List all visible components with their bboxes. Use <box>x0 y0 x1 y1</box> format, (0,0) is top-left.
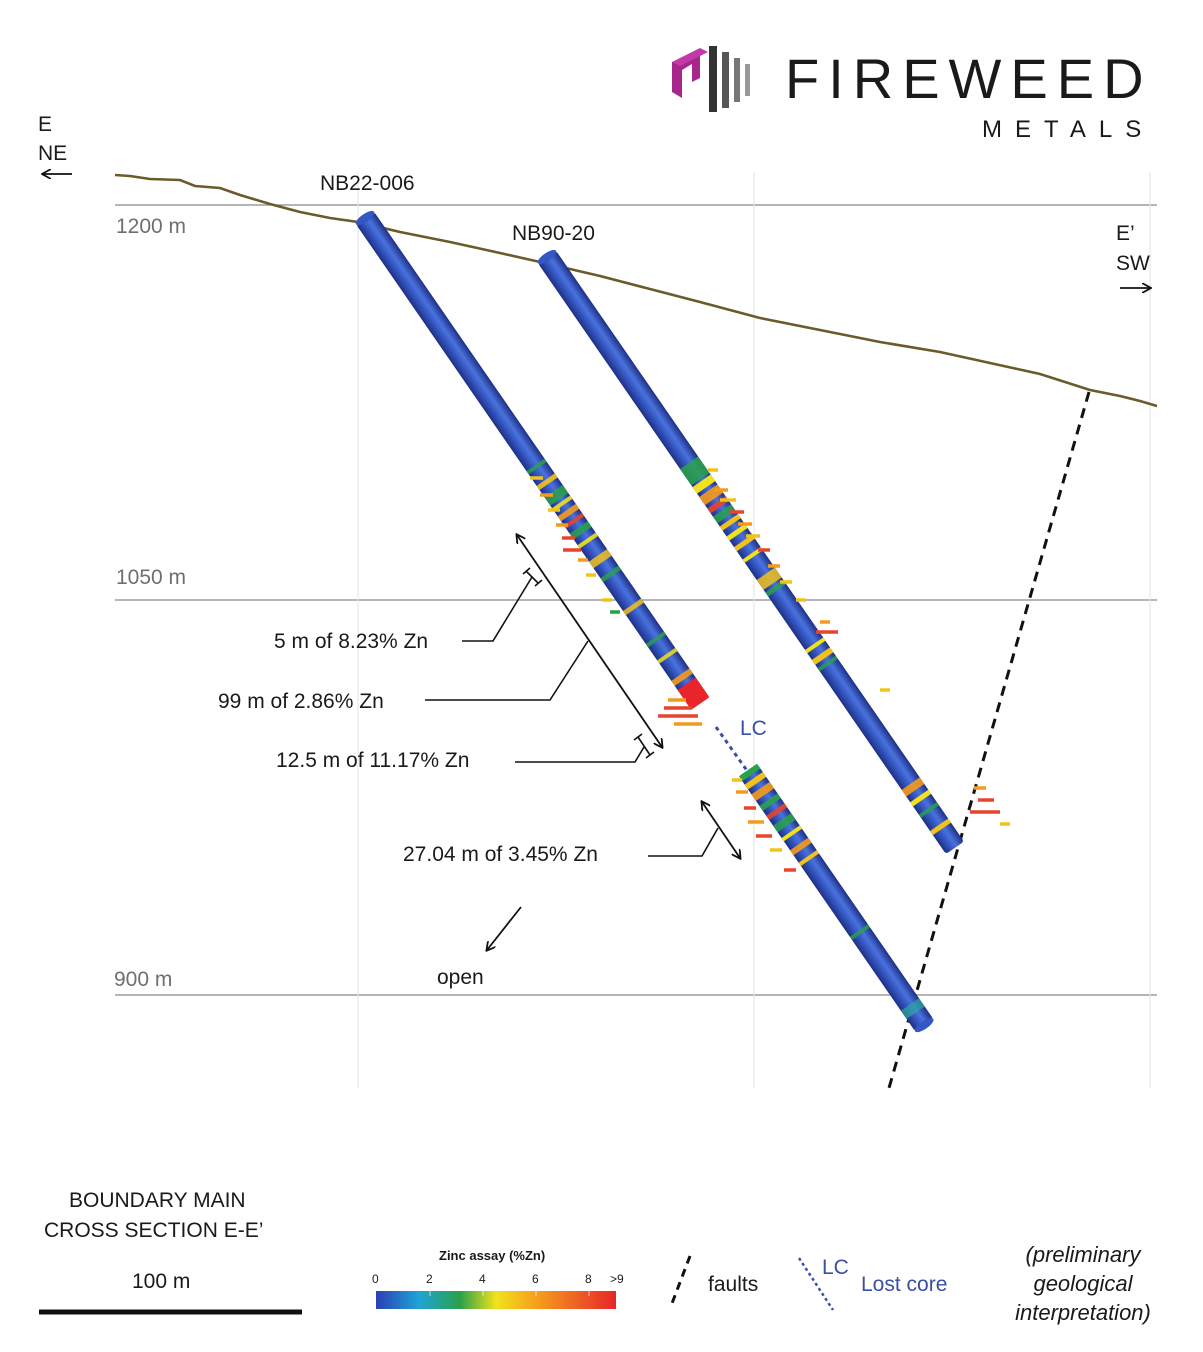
elevation-label-1200: 1200 m <box>116 215 187 238</box>
leader-12-5m <box>515 747 644 762</box>
intercept-label-99m: 99 m of 2.86% Zn <box>218 690 384 713</box>
intercept-label-27m: 27.04 m of 3.45% Zn <box>403 843 598 866</box>
scale-bar-label: 100 m <box>132 1270 191 1293</box>
zinc-tick-6: 6 <box>532 1272 539 1286</box>
leader-99m <box>425 641 588 700</box>
preliminary-note-line3: interpretation) <box>1015 1300 1151 1325</box>
drillhole-label-nb90-20: NB90-20 <box>512 222 595 245</box>
direction-ne-label: NE <box>38 142 68 165</box>
interval-arrow-27m <box>702 802 740 858</box>
intercept-label-5m: 5 m of 8.23% Zn <box>274 630 429 653</box>
direction-sw-label: SW <box>1116 252 1150 275</box>
interval-arrow-99m <box>517 535 662 747</box>
interval-bracket-5m <box>523 568 542 586</box>
preliminary-note-line1: (preliminary <box>1025 1242 1141 1267</box>
brand-sub: METALS <box>982 116 1155 143</box>
drillhole-nb22-006-lower <box>739 764 936 1035</box>
drillhole-label-nb22-006: NB22-006 <box>320 172 415 195</box>
zinc-color-bar <box>376 1291 616 1309</box>
faults-legend-label: faults <box>708 1273 759 1296</box>
preliminary-note-line2: geological <box>1033 1271 1133 1296</box>
zinc-tick-9: >9 <box>610 1272 624 1286</box>
direction-e-prime-label: E’ <box>1116 222 1135 245</box>
lost-core-legend-label: Lost core <box>861 1273 948 1296</box>
fault-line <box>889 392 1089 1088</box>
elevation-label-1050: 1050 m <box>116 566 187 589</box>
zinc-tick-2: 2 <box>426 1272 433 1286</box>
elevation-label-900: 900 m <box>114 968 173 991</box>
leader-27m <box>648 828 718 856</box>
section-title-line1: BOUNDARY MAIN <box>69 1189 246 1212</box>
brand-name: FIREWEED <box>785 47 1153 110</box>
interval-bracket-12-5m <box>634 734 654 758</box>
fault-legend-icon <box>671 1256 690 1306</box>
lc-legend-label: LC <box>822 1256 849 1279</box>
preliminary-note <box>1000 1240 1166 1327</box>
zinc-tick-4: 4 <box>479 1272 486 1286</box>
section-title-line2: CROSS SECTION E-E’ <box>44 1219 264 1242</box>
direction-e-label: E <box>38 113 53 136</box>
open-label: open <box>437 966 484 989</box>
zinc-tick-8: 8 <box>585 1272 592 1286</box>
intercept-label-12-5m: 12.5 m of 11.17% Zn <box>276 749 470 772</box>
open-arrow <box>487 907 521 950</box>
fireweed-logo-icon <box>672 46 750 112</box>
zinc-legend-title: Zinc assay (%Zn) <box>439 1248 546 1263</box>
zinc-tick-0: 0 <box>372 1272 379 1286</box>
lost-core-label: LC <box>740 717 767 740</box>
leader-5m <box>462 577 532 641</box>
